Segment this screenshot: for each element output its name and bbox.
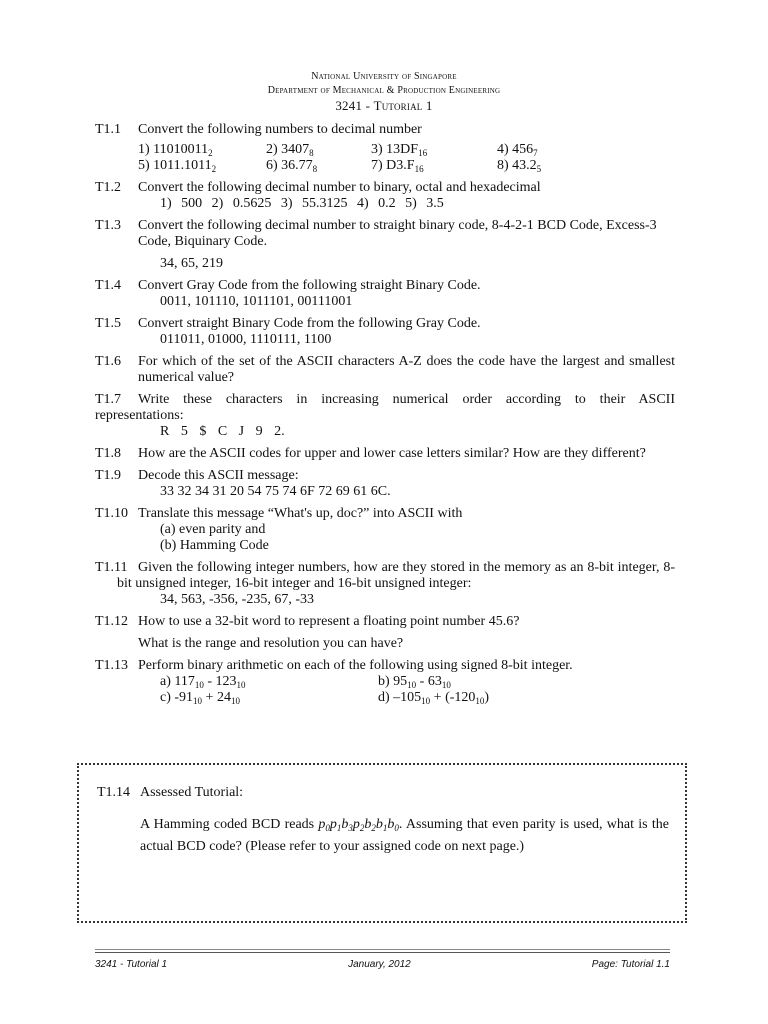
- question-number: T1.4: [95, 278, 122, 293]
- list-item: 4) $456_7$: [497, 142, 538, 158]
- footer-date: January, 2012: [348, 959, 411, 970]
- list-item: 6) $36.77_8$: [266, 158, 318, 174]
- question-text: Convert the following decimal number to straight binary code, 8-4-2-1 BCD Code, Excess-3 Code, Biquinary Code.: [138, 218, 657, 249]
- question-text: How are the ASCII codes for upper and lower case letters similar? How are they different?: [138, 446, 646, 461]
- question-text: Perform binary arithmetic on each of the following using signed 8-bit integer.: [138, 658, 573, 673]
- question-t1-9: [95, 468, 675, 500]
- question-t1-12: [95, 614, 675, 652]
- question-text: A Hamming coded BCD reads $p_0p_1b_3p_2b_2b_1b_0$. Assuming that even parity is used, what is the actual BCD code? (Please refer to your assigned code on next page.): [140, 817, 669, 854]
- list-item: 2) $3407_8$: [266, 142, 314, 158]
- footer-rule: [95, 949, 670, 950]
- number-list: [138, 142, 675, 174]
- question-text: Translate this message “What's up, doc?” into ASCII with: [138, 506, 463, 521]
- question-t1-1: [95, 122, 675, 174]
- list-item: 5) $1011.1011_2$: [138, 158, 217, 174]
- list-item: a) $117_{10} - 123_{10}$: [160, 674, 246, 690]
- page-footer: [95, 952, 670, 970]
- question-text-2: What is the range and resolution you can have?: [138, 636, 404, 651]
- question-text: Convert the following decimal number to binary, octal and hexadecimal: [138, 180, 541, 195]
- question-text: How to use a 32-bit word to represent a floating point number 45.6?: [138, 614, 520, 629]
- footer-page: Page: Tutorial 1.1: [591, 959, 670, 970]
- question-number: T1.10: [95, 506, 129, 521]
- question-part-b: (b) Hamming Code: [160, 538, 269, 553]
- question-number: T1.13: [95, 658, 129, 673]
- question-heading: T1.14 Assessed Tutorial:: [97, 782, 669, 804]
- question-t1-6: [95, 354, 675, 386]
- question-text: For which of the set of the ASCII characters A-Z does the code have the largest and smallest numerical value?: [138, 354, 675, 385]
- list-item: 7) $D3.F_{16}$: [371, 158, 424, 174]
- list-item: c) $-91_{10} + 24_{10}$: [160, 690, 240, 706]
- question-number: T1.7: [95, 392, 122, 407]
- question-t1-10: [95, 506, 675, 554]
- university-name: National University of Singapore: [311, 71, 457, 82]
- question-number: T1.3: [95, 218, 122, 233]
- question-text: Convert straight Binary Code from the following Gray Code.: [138, 316, 481, 331]
- list-item: d) $-105_{10} + (-120_{10})$: [378, 690, 490, 706]
- question-part-a: (a) even parity and: [160, 522, 266, 537]
- question-t1-5: [95, 316, 675, 348]
- question-text: Decode this ASCII message:: [138, 468, 299, 483]
- question-number: T1.1: [95, 122, 122, 137]
- question-items: 0011, 101110, 1011101, 00111001: [160, 294, 353, 309]
- question-items: R 5 $ C J 9 2.: [160, 424, 285, 439]
- question-items: 1) 500 2) 0.5625 3) 55.3125 4) 0.2 5) 3.5: [160, 196, 444, 211]
- hamming-code-expression: $p_0p_1b_3p_2b_2b_1b_0$: [318, 817, 399, 833]
- arithmetic-list: [160, 674, 675, 706]
- question-items: 011011, 01000, 1110111, 1100: [160, 332, 332, 347]
- question-items: 33 32 34 31 20 54 75 74 6F 72 69 61 6C.: [160, 484, 391, 499]
- question-t1-13: [95, 658, 675, 706]
- question-number: T1.8: [95, 446, 122, 461]
- question-number: T1.2: [95, 180, 122, 195]
- question-number: T1.9: [95, 468, 122, 483]
- question-t1-8: [95, 446, 675, 462]
- question-t1-3: [95, 218, 675, 272]
- question-number: T1.11: [95, 560, 128, 575]
- question-items: 34, 563, -356, -235, 67, -33: [160, 592, 314, 607]
- document-header: [0, 70, 768, 114]
- question-number: T1.14: [97, 785, 131, 800]
- question-t1-4: [95, 278, 675, 310]
- question-t1-14: [97, 782, 669, 858]
- question-number: T1.6: [95, 354, 122, 369]
- list-item: 8) $43.2_5$: [497, 158, 542, 174]
- list-item: 1) $11010011_2$: [138, 142, 213, 158]
- list-item: b) $95_{10} - 63_{10}$: [378, 674, 451, 690]
- question-text: Convert Gray Code from the following straight Binary Code.: [138, 278, 481, 293]
- question-text: T1.7 Write these characters in increasing numerical order according to their ASCII representations:: [95, 392, 675, 423]
- question-text: T1.11 Given the following integer numbers, how are they stored in the memory as an 8-bit integer, 8-bit unsigned integer, 16-bit integer and 16-bit unsigned integer:: [95, 560, 675, 591]
- tutorial-title: 3241 - Tutorial 1: [335, 98, 433, 113]
- assessed-tutorial-box: [77, 763, 687, 923]
- footer-course: 3241 - Tutorial 1: [95, 959, 168, 970]
- question-number: T1.12: [95, 614, 129, 629]
- question-number: T1.5: [95, 316, 122, 331]
- question-t1-7: [95, 392, 675, 440]
- list-item: 3) $13DF_{16}$: [371, 142, 428, 158]
- question-t1-11: [95, 560, 675, 608]
- question-list: [95, 122, 675, 712]
- question-t1-2: [95, 180, 675, 212]
- department-name: Department of Mechanical & Production Engineering: [267, 85, 501, 96]
- question-items: 34, 65, 219: [160, 256, 223, 271]
- question-text: Convert the following numbers to decimal number: [138, 122, 422, 137]
